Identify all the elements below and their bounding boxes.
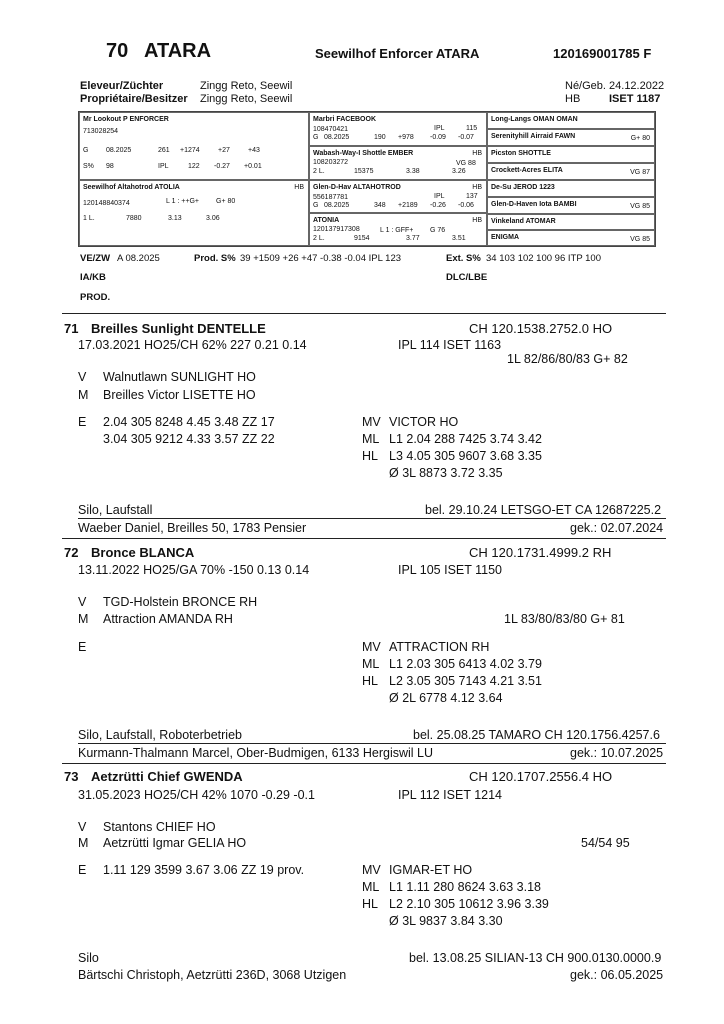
sire-name: Mr Lookout P ENFORCER: [83, 116, 169, 123]
dam-hb: HB: [294, 184, 304, 191]
lot-73-sire: Stantons CHIEF HO: [103, 820, 216, 834]
sire-ipl-value: 122: [188, 163, 200, 170]
g3-score: G+ 80: [630, 135, 650, 142]
dam-milk: 7880: [126, 215, 142, 222]
lot-71-id: CH 120.1538.2752.0 HO: [469, 321, 613, 336]
lot-72-id: CH 120.1731.4999.2 RH: [469, 545, 612, 560]
ds-name: Glen-D-Hav ALTAHOTROD: [313, 184, 401, 191]
lot-72-avg: Ø 2L 6778 4.12 3.64: [389, 691, 503, 705]
lot-73-info: 31.05.2023 HO25/CH 42% 1070 -0.29 -0.1: [78, 788, 315, 802]
lot-73-dam-score: 54/54 95: [581, 836, 630, 850]
animal-full-name: Seewilhof Enforcer ATARA: [315, 46, 480, 61]
breeder-label: Eleveur/Züchter: [80, 80, 164, 92]
pedigree-dam-sire: [309, 180, 487, 213]
g3-name: De-Su JEROD 1223: [491, 184, 555, 191]
lot-71-score: 1L 82/86/80/83 G+ 82: [507, 352, 628, 366]
ss-ipl-value: 115: [466, 125, 478, 132]
prod-label: Prod. S%: [194, 253, 236, 264]
animal-name: ATARA: [144, 40, 212, 62]
vezw-label: VE/ZW: [80, 253, 111, 264]
g3-name: ENIGMA: [491, 234, 519, 241]
pedigree-sire: [79, 112, 309, 180]
g3-name: Crockett-Acres ELITA: [491, 167, 563, 174]
breeder-value: Zingg Reto, Seewil: [200, 80, 293, 92]
ds-g-b: +2189: [398, 202, 418, 209]
lot-73-owner: Bärtschi Christoph, Aetzrütti 236D, 3068 Utzigen: [78, 968, 347, 982]
dd-id: 120137917308: [313, 226, 360, 233]
lot-71-owner-rule: [78, 518, 666, 519]
lot-72-owner-rule: [78, 743, 666, 744]
sire-g-b: +1274: [180, 147, 200, 154]
sd-milk: 15375: [354, 168, 374, 175]
owner-value: Zingg Reto, Seewil: [200, 93, 293, 105]
ds-hb: HB: [472, 184, 482, 191]
section-divider: [62, 538, 666, 539]
dd-score: G 76: [430, 227, 446, 234]
sd-id: 108203272: [313, 159, 349, 166]
lot-71-mv-label: MV: [362, 415, 381, 429]
sd-lactation: 2 L.: [313, 168, 325, 175]
dd-linear: L 1 : GFF+: [380, 227, 414, 234]
lot-73-e-label: E: [78, 863, 87, 877]
lot-72-owner: Kurmann-Thalmann Marcel, Ober-Budmigen, 6133 Hergiswil LU: [78, 746, 434, 760]
lot-71-e2: 3.04 305 9212 4.33 3.57 ZZ 22: [103, 432, 275, 446]
lot-72-mv: ATTRACTION RH: [389, 640, 490, 654]
lot-72-m-label: M: [78, 612, 89, 626]
lot-71-m-label: M: [78, 388, 89, 402]
ds-g-d: -0.06: [458, 202, 474, 209]
sire-s-f: +0.01: [244, 163, 262, 170]
lot-72-mv-label: MV: [362, 640, 381, 654]
prod-value: 39 +1509 +26 +47 -0.38 -0.04 IPL 123: [240, 253, 402, 264]
ds-ipl-label: IPL: [434, 193, 445, 200]
g3-0: [487, 112, 655, 129]
g3-6: [487, 214, 655, 230]
sire-g-a: 261: [158, 147, 170, 154]
g3-name: Glen-D-Haven Iota BAMBI: [491, 201, 577, 208]
lot-71-ml-label: ML: [362, 432, 380, 446]
lot-73-ipl: IPL 112 ISET 1214: [398, 788, 503, 802]
lot-71-sire: Walnutlawn SUNLIGHT HO: [103, 370, 256, 384]
sire-g: G: [83, 147, 89, 154]
sd-hb: HB: [472, 150, 482, 157]
iset-value: ISET 1187: [609, 93, 661, 105]
section-divider: [62, 763, 666, 764]
lot-73-m-label: M: [78, 836, 89, 850]
g3-name: Vinkeland ATOMAR: [491, 218, 556, 225]
sire-s-e: -0.27: [214, 163, 230, 170]
dam-name: Seewilhof Altahotrod ATOLIA: [83, 184, 180, 191]
lot-72-dam: Attraction AMANDA RH: [103, 612, 233, 626]
lot-72-v-label: V: [78, 595, 87, 609]
lot-73-dam: Aetzrütti Igmar GELIA HO: [103, 836, 247, 850]
lot-73-number: 73: [64, 769, 79, 784]
lot-73-v-label: V: [78, 820, 87, 834]
lot-71-e-label: E: [78, 415, 87, 429]
lot-72-ml: L1 2.03 305 6413 4.02 3.79: [389, 657, 542, 671]
lot-72-hl: L2 3.05 305 7143 4.21 3.51: [389, 674, 542, 688]
ds-id: 556187781: [313, 194, 349, 201]
lot-73-hl-label: HL: [362, 897, 378, 911]
ss-id: 108470421: [313, 126, 349, 133]
dd-milk: 9154: [354, 235, 370, 242]
lot-72-hl-label: HL: [362, 674, 378, 688]
owner-label: Propriétaire/Besitzer: [80, 93, 188, 105]
lot-72-ml-label: ML: [362, 657, 380, 671]
ss-name: Marbri FACEBOOK: [313, 116, 377, 123]
dam-fat: 3.13: [168, 215, 182, 222]
animal-id: 120169001785 F: [553, 46, 652, 61]
dam-score: G+ 80: [216, 198, 236, 205]
lot-72-number: 72: [64, 545, 79, 560]
sd-name: Wabash-Way-I Shottle EMBER: [313, 150, 414, 157]
lot-71-name: Breilles Sunlight DENTELLE: [91, 321, 266, 336]
pedigree-sire-dam: [309, 146, 487, 180]
birth-date: Né/Geb. 24.12.2022: [565, 80, 665, 92]
lot-71-dam: Breilles Victor LISETTE HO: [103, 388, 256, 402]
lot-73-ml: L1 1.11 280 8624 3.63 3.18: [389, 880, 541, 894]
ds-ipl-value: 137: [466, 193, 478, 200]
dam-id: 120148840374: [83, 200, 130, 207]
lot-71-mv: VICTOR HO: [389, 415, 459, 429]
lot-71-ml: L1 2.04 288 7425 3.74 3.42: [389, 432, 542, 446]
pedigree-dam: [79, 180, 309, 246]
dam-protein: 3.06: [206, 215, 220, 222]
lot-71-v-label: V: [78, 370, 87, 384]
lot-number: 70: [106, 40, 129, 62]
lot-73-ml-label: ML: [362, 880, 380, 894]
g3-score: VG 87: [630, 169, 650, 176]
sire-s-label: S%: [83, 163, 94, 170]
dd-name: ATONIA: [313, 217, 340, 224]
ds-g-c: -0.26: [430, 202, 446, 209]
ds-g: G: [313, 202, 319, 209]
g3-5: [487, 197, 655, 214]
lot-71-housing: Silo, Laufstall: [78, 503, 153, 517]
lot-73-bel: bel. 13.08.25 SILIAN-13 CH 900.0130.0000.9: [409, 951, 662, 965]
g3-4: [487, 180, 655, 197]
sire-s-value: 98: [106, 163, 114, 170]
sire-ipl-label: IPL: [158, 163, 169, 170]
ds-g-date: 08.2025: [324, 202, 350, 209]
prod-section-label: PROD.: [80, 292, 111, 303]
lot-71-hl-label: HL: [362, 449, 378, 463]
sire-g-c: +27: [218, 147, 230, 154]
ext-value: 34 103 102 100 96 ITP 100: [486, 253, 601, 264]
ss-g-a: 190: [374, 134, 386, 141]
sire-g-d: +43: [248, 147, 260, 154]
dam-linear: L 1 : ++G+: [166, 198, 200, 205]
lot-72-ipl: IPL 105 ISET 1150: [398, 563, 503, 577]
pedigree-grid: [78, 111, 656, 247]
lot-71-owner: Waeber Daniel, Breilles 50, 1783 Pensier: [78, 521, 307, 535]
ss-g-b: +978: [398, 134, 414, 141]
lot-72-e-label: E: [78, 640, 87, 654]
dd-hb: HB: [472, 217, 482, 224]
ss-ipl-label: IPL: [434, 125, 445, 132]
vezw-value: A 08.2025: [117, 253, 160, 264]
sire-id: 713028254: [83, 128, 119, 135]
lot-73-mv-label: MV: [362, 863, 381, 877]
dd-lactation: 2 L.: [313, 235, 325, 242]
lot-73-gek: gek.: 06.05.2025: [570, 968, 664, 982]
dam-lactation: 1 L.: [83, 215, 95, 222]
g3-2: [487, 146, 655, 163]
lot-72-housing: Silo, Laufstall, Roboterbetrieb: [78, 728, 242, 742]
lot-73-e1: 1.11 129 3599 3.67 3.06 ZZ 19 prov.: [103, 863, 305, 877]
section-divider: [62, 313, 666, 314]
lot-71-info: 17.03.2021 HO25/CH 62% 227 0.21 0.14: [78, 338, 307, 352]
ss-g-c: -0.09: [430, 134, 446, 141]
pedigree-dam-dam: [309, 213, 487, 246]
g3-7: [487, 230, 655, 246]
lot-71-number: 71: [64, 321, 79, 336]
g3-name: Picston SHOTTLE: [491, 150, 551, 157]
g3-score: VG 85: [630, 203, 650, 210]
lot-73-mv: IGMAR-ET HO: [389, 863, 473, 877]
ext-label: Ext. S%: [446, 253, 481, 264]
lot-72-sire: TGD-Holstein BRONCE RH: [103, 595, 258, 609]
lot-73-id: CH 120.1707.2556.4 HO: [469, 769, 613, 784]
g3-score: VG 85: [630, 236, 650, 243]
sd-score: VG 88: [456, 160, 476, 167]
g3-1: [487, 129, 655, 146]
lot-73-hl: L2 2.10 305 10612 3.96 3.39: [389, 897, 549, 911]
lot-71-avg: Ø 3L 8873 3.72 3.35: [389, 466, 503, 480]
g3-name: Serenityhill Airraid FAWN: [491, 133, 576, 140]
ss-g: G: [313, 134, 319, 141]
lot-72-info: 13.11.2022 HO25/GA 70% -150 0.13 0.14: [78, 563, 310, 577]
sd-fat: 3.38: [406, 168, 420, 175]
g3-3: [487, 163, 655, 180]
hb-label: HB: [565, 93, 581, 105]
lot-71-ipl: IPL 114 ISET 1163: [398, 338, 502, 352]
pedigree-sire-sire: [309, 112, 487, 146]
lot-71-hl: L3 4.05 305 9607 3.68 3.35: [389, 449, 542, 463]
ss-g-date: 08.2025: [324, 134, 350, 141]
sire-g-date: 08.2025: [106, 147, 132, 154]
lot-73-name: Aetzrütti Chief GWENDA: [91, 769, 243, 784]
ds-g-a: 348: [374, 202, 386, 209]
lot-71-bel: bel. 29.10.24 LETSGO-ET CA 12687225.2: [425, 503, 662, 517]
lot-72-dam-score: 1L 83/80/83/80 G+ 81: [504, 612, 625, 626]
ss-g-d: -0.07: [458, 134, 474, 141]
dlc-label: DLC/LBE: [446, 272, 488, 283]
lot-71-gek: gek.: 02.07.2024: [570, 521, 664, 535]
lot-73-avg: Ø 3L 9837 3.84 3.30: [389, 914, 503, 928]
lot-72-name: Bronce BLANCA: [91, 545, 195, 560]
lot-72-gek: gek.: 10.07.2025: [570, 746, 664, 760]
iakb-label: IA/KB: [80, 272, 106, 283]
lot-72-bel: bel. 25.08.25 TAMARO CH 120.1756.4257.6: [413, 728, 660, 742]
lot-71-e1: 2.04 305 8248 4.45 3.48 ZZ 17: [103, 415, 275, 429]
dd-fat: 3.77: [406, 235, 420, 242]
sd-protein: 3.26: [452, 168, 466, 175]
g3-name: Long-Langs OMAN OMAN: [491, 116, 578, 123]
lot-73-housing: Silo: [78, 951, 99, 965]
dd-protein: 3.51: [452, 235, 466, 242]
